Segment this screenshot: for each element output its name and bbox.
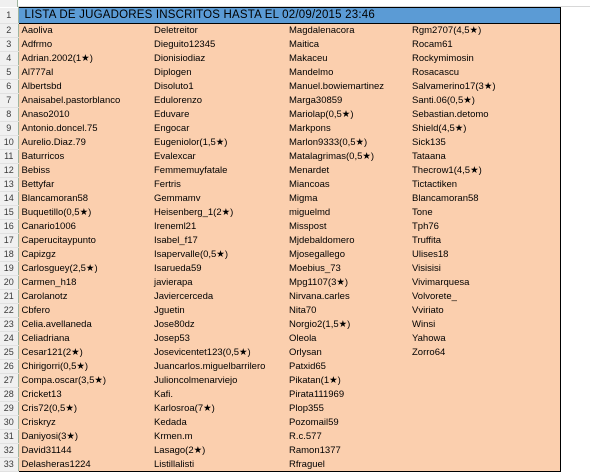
empty-cell[interactable] xyxy=(560,276,590,290)
player-cell[interactable]: Adrian.2002(1★) xyxy=(18,52,151,66)
player-cell[interactable] xyxy=(409,444,560,458)
player-cell[interactable]: Josevicentet123(0,5★) xyxy=(151,346,286,360)
empty-cell[interactable] xyxy=(560,262,590,276)
empty-cell[interactable] xyxy=(560,150,590,164)
table-row xyxy=(0,164,590,178)
list-title[interactable]: LISTA DE JUGADORES INSCRITOS HASTA EL 02/09/2015 23:46 xyxy=(18,8,560,24)
empty-cell[interactable] xyxy=(560,318,590,332)
player-cell[interactable]: Jguetin xyxy=(151,304,286,318)
player-cell[interactable]: Mjosegallego xyxy=(286,248,409,262)
row-header[interactable]: 3 xyxy=(0,38,18,52)
player-cell[interactable]: Rfraguel xyxy=(286,458,409,472)
row-header[interactable]: 7 xyxy=(0,94,18,108)
empty-cell[interactable] xyxy=(560,164,590,178)
player-cell[interactable]: Cbfero xyxy=(18,304,151,318)
player-cell[interactable]: Isarueda59 xyxy=(151,262,286,276)
row-header[interactable]: 6 xyxy=(0,80,18,94)
player-cell[interactable]: Deletreitor xyxy=(151,24,286,38)
player-cell[interactable]: Javiercerceda xyxy=(151,290,286,304)
player-cell[interactable]: Norgio2(1,5★) xyxy=(286,318,409,332)
player-cell[interactable]: Yahowa xyxy=(409,332,560,346)
player-cell[interactable]: Aurelio.Diaz.79 xyxy=(18,136,151,150)
player-cell[interactable]: Celiadriana xyxy=(18,332,151,346)
player-cell[interactable]: Evalexcar xyxy=(151,150,286,164)
player-cell[interactable]: Migma xyxy=(286,192,409,206)
player-cell[interactable]: Ramon1377 xyxy=(286,444,409,458)
player-cell[interactable]: Buquetillo(0,5★) xyxy=(18,206,151,220)
player-cell[interactable]: Juancarlos.miguelbarrilero xyxy=(151,360,286,374)
player-cell[interactable]: Anaisabel.pastorblanco xyxy=(18,94,151,108)
player-cell[interactable]: Patxid65 xyxy=(286,360,409,374)
player-cell[interactable] xyxy=(409,360,560,374)
player-cell[interactable]: javierapa xyxy=(151,276,286,290)
table-row xyxy=(0,374,590,388)
player-cell[interactable]: Nita70 xyxy=(286,304,409,318)
row-header[interactable]: 24 xyxy=(0,332,18,346)
row-header[interactable]: 17 xyxy=(0,234,18,248)
player-cell[interactable] xyxy=(409,402,560,416)
empty-cell[interactable] xyxy=(560,234,590,248)
table-row xyxy=(0,402,590,416)
player-cell[interactable]: Rockymimosin xyxy=(409,52,560,66)
player-cell[interactable]: Markpons xyxy=(286,122,409,136)
player-cell[interactable]: David31144 xyxy=(18,444,151,458)
row-header[interactable]: 9 xyxy=(0,122,18,136)
player-cell[interactable]: Aaoliva xyxy=(18,24,151,38)
player-cell[interactable]: Anaso2010 xyxy=(18,108,151,122)
player-cell[interactable]: miguelmd xyxy=(286,206,409,220)
table-row xyxy=(0,318,590,332)
row-header[interactable]: 31 xyxy=(0,430,18,444)
table-row xyxy=(0,150,590,164)
empty-cell[interactable] xyxy=(560,136,590,150)
players-table-body xyxy=(0,8,590,472)
empty-cell[interactable] xyxy=(560,332,590,346)
empty-cell[interactable] xyxy=(560,402,590,416)
table-row xyxy=(0,416,590,430)
player-cell[interactable]: Baturricos xyxy=(18,150,151,164)
row-header[interactable]: 5 xyxy=(0,66,18,80)
row-header[interactable]: 33 xyxy=(0,458,18,472)
player-cell[interactable]: Julioncolmenarviejo xyxy=(151,374,286,388)
player-cell[interactable]: Albertsbd xyxy=(18,80,151,94)
row-header[interactable]: 1 xyxy=(0,8,18,24)
player-cell[interactable]: Bettyfar xyxy=(18,178,151,192)
row-header[interactable]: 4 xyxy=(0,52,18,66)
player-cell[interactable]: Listillalisti xyxy=(151,458,286,472)
player-cell[interactable]: Diplogen xyxy=(151,66,286,80)
player-cell[interactable]: Santi.06(0,5★) xyxy=(409,94,560,108)
player-cell[interactable]: Mariolap(0,5★) xyxy=(286,108,409,122)
table-row xyxy=(0,276,590,290)
player-cell[interactable]: Tataana xyxy=(409,150,560,164)
table-row xyxy=(0,360,590,374)
row-header[interactable]: 21 xyxy=(0,290,18,304)
player-cell[interactable]: Winsi xyxy=(409,318,560,332)
player-cell[interactable]: Kafi. xyxy=(151,388,286,402)
title-row xyxy=(0,8,590,24)
player-cell[interactable]: Shield(4,5★) xyxy=(409,122,560,136)
player-cell[interactable]: Femmemuyfatale xyxy=(151,164,286,178)
player-cell[interactable]: Rgm2707(4,5★) xyxy=(409,24,560,38)
empty-cell[interactable] xyxy=(560,248,590,262)
player-cell[interactable]: Pozomail59 xyxy=(286,416,409,430)
table-row xyxy=(0,388,590,402)
player-cell[interactable]: Capizgz xyxy=(18,248,151,262)
player-cell[interactable]: Pikatan(1★) xyxy=(286,374,409,388)
empty-cell[interactable] xyxy=(560,388,590,402)
row-header[interactable]: 22 xyxy=(0,304,18,318)
player-cell[interactable]: Visisisi xyxy=(409,262,560,276)
player-cell[interactable]: Daniyosi(3★) xyxy=(18,430,151,444)
player-cell[interactable]: Mjdebaldomero xyxy=(286,234,409,248)
table-row xyxy=(0,136,590,150)
table-row xyxy=(0,108,590,122)
row-header[interactable]: 8 xyxy=(0,108,18,122)
player-cell[interactable]: Pirata111969 xyxy=(286,388,409,402)
table-row xyxy=(0,220,590,234)
table-row xyxy=(0,346,590,360)
table-row xyxy=(0,262,590,276)
player-cell[interactable] xyxy=(409,388,560,402)
table-row xyxy=(0,66,590,80)
player-cell[interactable]: Chirigorri(0,5★) xyxy=(18,360,151,374)
row-header[interactable]: 32 xyxy=(0,444,18,458)
empty-cell[interactable] xyxy=(560,458,590,472)
player-cell[interactable]: Ulises18 xyxy=(409,248,560,262)
empty-cell[interactable] xyxy=(560,80,590,94)
empty-cell[interactable] xyxy=(560,444,590,458)
player-cell[interactable]: Isabel_f17 xyxy=(151,234,286,248)
player-cell[interactable]: Sick135 xyxy=(409,136,560,150)
player-cell[interactable] xyxy=(409,458,560,472)
player-cell[interactable]: Marlon9333(0,5★) xyxy=(286,136,409,150)
player-cell[interactable]: Vviriato xyxy=(409,304,560,318)
empty-cell[interactable] xyxy=(560,290,590,304)
empty-cell[interactable] xyxy=(560,206,590,220)
empty-cell[interactable] xyxy=(560,220,590,234)
player-cell[interactable] xyxy=(409,430,560,444)
row-header[interactable]: 23 xyxy=(0,318,18,332)
empty-cell[interactable] xyxy=(560,122,590,136)
row-header[interactable]: 25 xyxy=(0,346,18,360)
player-cell[interactable]: Cricket13 xyxy=(18,388,151,402)
player-cell[interactable]: Lasago(2★) xyxy=(151,444,286,458)
player-cell[interactable]: Gemmamv xyxy=(151,192,286,206)
row-header[interactable]: 19 xyxy=(0,262,18,276)
player-cell[interactable]: Blancamoran58 xyxy=(18,192,151,206)
table-row xyxy=(0,52,590,66)
player-cell[interactable]: Antonio.doncel.75 xyxy=(18,122,151,136)
empty-cell[interactable] xyxy=(560,178,590,192)
table-row xyxy=(0,234,590,248)
player-cell[interactable]: Carlosguey(2,5★) xyxy=(18,262,151,276)
player-cell[interactable]: Oleola xyxy=(286,332,409,346)
player-cell[interactable]: Magdalenacora xyxy=(286,24,409,38)
player-cell[interactable]: Marga30859 xyxy=(286,94,409,108)
player-cell[interactable]: Mandelmo xyxy=(286,66,409,80)
table-row xyxy=(0,430,590,444)
player-cell[interactable]: Fertris xyxy=(151,178,286,192)
table-row xyxy=(0,178,590,192)
empty-cell[interactable] xyxy=(560,192,590,206)
player-cell[interactable]: Karlosroa(7★) xyxy=(151,402,286,416)
empty-cell[interactable] xyxy=(560,304,590,318)
player-cell[interactable]: Ireneml21 xyxy=(151,220,286,234)
player-cell[interactable]: Dionisiodiaz xyxy=(151,52,286,66)
player-cell[interactable]: Rosacascu xyxy=(409,66,560,80)
player-cell[interactable]: Plop355 xyxy=(286,402,409,416)
empty-cell[interactable] xyxy=(560,52,590,66)
player-cell[interactable]: Blancamoran58 xyxy=(409,192,560,206)
player-cell[interactable]: Tone xyxy=(409,206,560,220)
row-header[interactable]: 12 xyxy=(0,164,18,178)
player-cell[interactable]: Menardet xyxy=(286,164,409,178)
row-header[interactable]: 11 xyxy=(0,150,18,164)
player-cell[interactable]: Volvorete_ xyxy=(409,290,560,304)
player-cell[interactable]: Carmen_h18 xyxy=(18,276,151,290)
table-row xyxy=(0,24,590,38)
empty-cell[interactable] xyxy=(560,8,590,24)
player-cell[interactable]: Josep53 xyxy=(151,332,286,346)
player-cell[interactable]: Delasheras1224 xyxy=(18,458,151,472)
player-cell[interactable]: Criskryz xyxy=(18,416,151,430)
player-cell[interactable]: Nirvana.carles xyxy=(286,290,409,304)
empty-cell[interactable] xyxy=(560,346,590,360)
player-cell[interactable]: Zorro64 xyxy=(409,346,560,360)
player-cell[interactable]: Eduvare xyxy=(151,108,286,122)
table-row xyxy=(0,192,590,206)
table-row xyxy=(0,248,590,262)
empty-cell[interactable] xyxy=(560,66,590,80)
table-row xyxy=(0,122,590,136)
table-row xyxy=(0,458,590,472)
table-row xyxy=(0,38,590,52)
row-header[interactable]: 29 xyxy=(0,402,18,416)
player-cell[interactable]: Canario1006 xyxy=(18,220,151,234)
player-cell[interactable]: Jose80dz xyxy=(151,318,286,332)
table-row xyxy=(0,80,590,94)
row-header[interactable]: 30 xyxy=(0,416,18,430)
player-cell[interactable]: Orlysan xyxy=(286,346,409,360)
empty-cell[interactable] xyxy=(560,24,590,38)
player-cell[interactable]: Isapervalle(0,5★) xyxy=(151,248,286,262)
player-cell[interactable]: Truffita xyxy=(409,234,560,248)
player-cell[interactable]: Sebastian.detomo xyxy=(409,108,560,122)
player-cell[interactable]: Compa.oscar(3,5★) xyxy=(18,374,151,388)
player-cell[interactable]: Manuel.bowiemartinez xyxy=(286,80,409,94)
empty-cell[interactable] xyxy=(560,108,590,122)
player-cell[interactable]: Heisenberg_1(2★) xyxy=(151,206,286,220)
row-header[interactable]: 28 xyxy=(0,388,18,402)
empty-cell[interactable] xyxy=(560,94,590,108)
empty-cell[interactable] xyxy=(560,416,590,430)
player-cell[interactable]: Tictactiken xyxy=(409,178,560,192)
player-cell[interactable]: Adfrmo xyxy=(18,38,151,52)
row-header[interactable]: 26 xyxy=(0,360,18,374)
player-cell[interactable]: Edulorenzo xyxy=(151,94,286,108)
table-row xyxy=(0,332,590,346)
player-cell[interactable]: Carolanotz xyxy=(18,290,151,304)
player-cell[interactable]: Eugeniolor(1,5★) xyxy=(151,136,286,150)
row-header[interactable]: 27 xyxy=(0,374,18,388)
row-header[interactable]: 2 xyxy=(0,24,18,38)
table-row xyxy=(0,290,590,304)
player-cell[interactable]: Matalagrimas(0,5★) xyxy=(286,150,409,164)
empty-cell[interactable] xyxy=(560,360,590,374)
row-header[interactable]: 18 xyxy=(0,248,18,262)
player-cell[interactable]: Thecrow1(4,5★) xyxy=(409,164,560,178)
player-cell[interactable]: Salvamerino17(3★) xyxy=(409,80,560,94)
empty-cell[interactable] xyxy=(560,38,590,52)
player-cell[interactable]: Celia.avellaneda xyxy=(18,318,151,332)
player-cell[interactable] xyxy=(409,374,560,388)
row-header[interactable]: 20 xyxy=(0,276,18,290)
player-cell[interactable]: Makaceu xyxy=(286,52,409,66)
table-row xyxy=(0,94,590,108)
player-cell[interactable]: Cesar121(2★) xyxy=(18,346,151,360)
player-cell[interactable]: Caperucitaypunto xyxy=(18,234,151,248)
player-cell[interactable]: Moebius_73 xyxy=(286,262,409,276)
player-cell[interactable]: Al777al xyxy=(18,66,151,80)
table-row xyxy=(0,206,590,220)
player-cell[interactable]: Tph76 xyxy=(409,220,560,234)
player-cell[interactable]: R.c.577 xyxy=(286,430,409,444)
table-row xyxy=(0,304,590,318)
players-table xyxy=(0,7,590,472)
player-cell[interactable]: Disoluto1 xyxy=(151,80,286,94)
player-cell[interactable] xyxy=(409,416,560,430)
row-header[interactable]: 16 xyxy=(0,220,18,234)
row-header[interactable]: 13 xyxy=(0,178,18,192)
player-cell[interactable]: Kedada xyxy=(151,416,286,430)
player-cell[interactable]: Vivimarquesa xyxy=(409,276,560,290)
player-cell[interactable]: Mpg1107(3★) xyxy=(286,276,409,290)
player-cell[interactable]: Miancoas xyxy=(286,178,409,192)
player-cell[interactable]: Rocam61 xyxy=(409,38,560,52)
player-cell[interactable]: Cris72(0,5★) xyxy=(18,402,151,416)
table-row xyxy=(0,444,590,458)
previous-row-edge xyxy=(0,0,590,7)
row-header[interactable]: 10 xyxy=(0,136,18,150)
empty-cell[interactable] xyxy=(560,430,590,444)
player-cell[interactable]: Maitica xyxy=(286,38,409,52)
player-cell[interactable]: Misspost xyxy=(286,220,409,234)
row-header[interactable]: 14 xyxy=(0,192,18,206)
empty-cell[interactable] xyxy=(560,374,590,388)
player-cell[interactable]: Engocar xyxy=(151,122,286,136)
row-header[interactable]: 15 xyxy=(0,206,18,220)
player-cell[interactable]: Bebiss xyxy=(18,164,151,178)
player-cell[interactable]: Dieguito12345 xyxy=(151,38,286,52)
player-cell[interactable]: Krmen.m xyxy=(151,430,286,444)
